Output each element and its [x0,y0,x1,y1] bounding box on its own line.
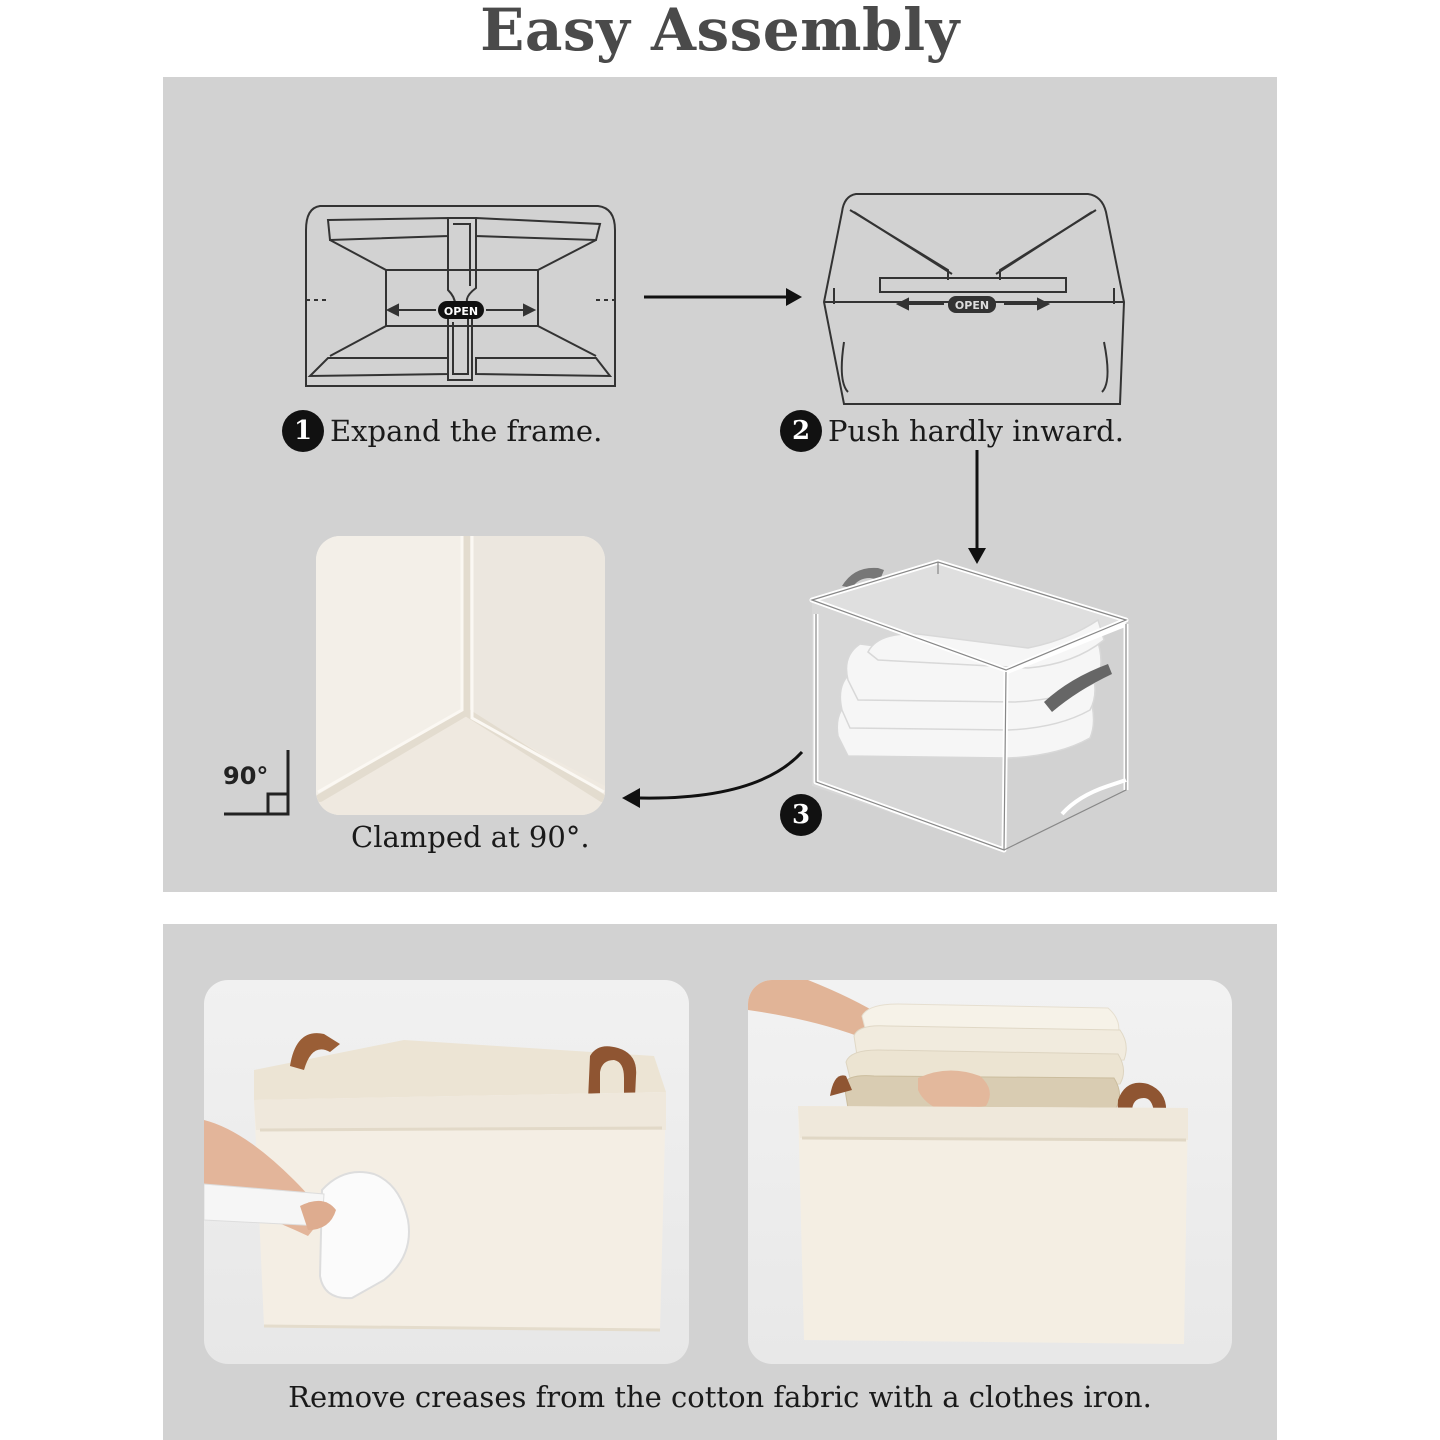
ironing-basket-photo [204,980,689,1364]
curved-arrow-icon [618,748,808,812]
clamped-corner-photo [316,536,605,815]
arrow-down-icon [964,450,990,568]
open-tag-label-2: OPEN [954,299,990,312]
open-tag-label: OPEN [443,305,479,318]
frame-push-illustration [820,192,1130,407]
filling-basket-photo [748,980,1232,1364]
arrow-right-icon [644,284,806,310]
care-caption: Remove creases from the cotton fabric with a clothes iron. [288,1380,1152,1414]
step-2-label [780,410,1124,452]
basket-with-steamer-illustration [204,980,689,1364]
step-1-number: 1 [282,410,324,452]
frame-expanded-illustration [300,200,620,395]
step-3-number: 3 [780,794,822,836]
angle-label: 90° [223,762,269,790]
clamp-caption: Clamped at 90°. [351,820,590,854]
step-2-text: Push hardly inward. [828,414,1124,448]
box-with-towels-illustration [808,560,1133,855]
step-2-number: 2 [780,410,822,452]
right-angle-icon [222,748,294,818]
page-title: Easy Assembly [480,0,960,64]
corner-frame-detail [316,536,605,815]
step-1-text: Expand the frame. [330,414,603,448]
basket-with-towels-illustration [748,980,1232,1364]
step-1-label [282,410,602,452]
